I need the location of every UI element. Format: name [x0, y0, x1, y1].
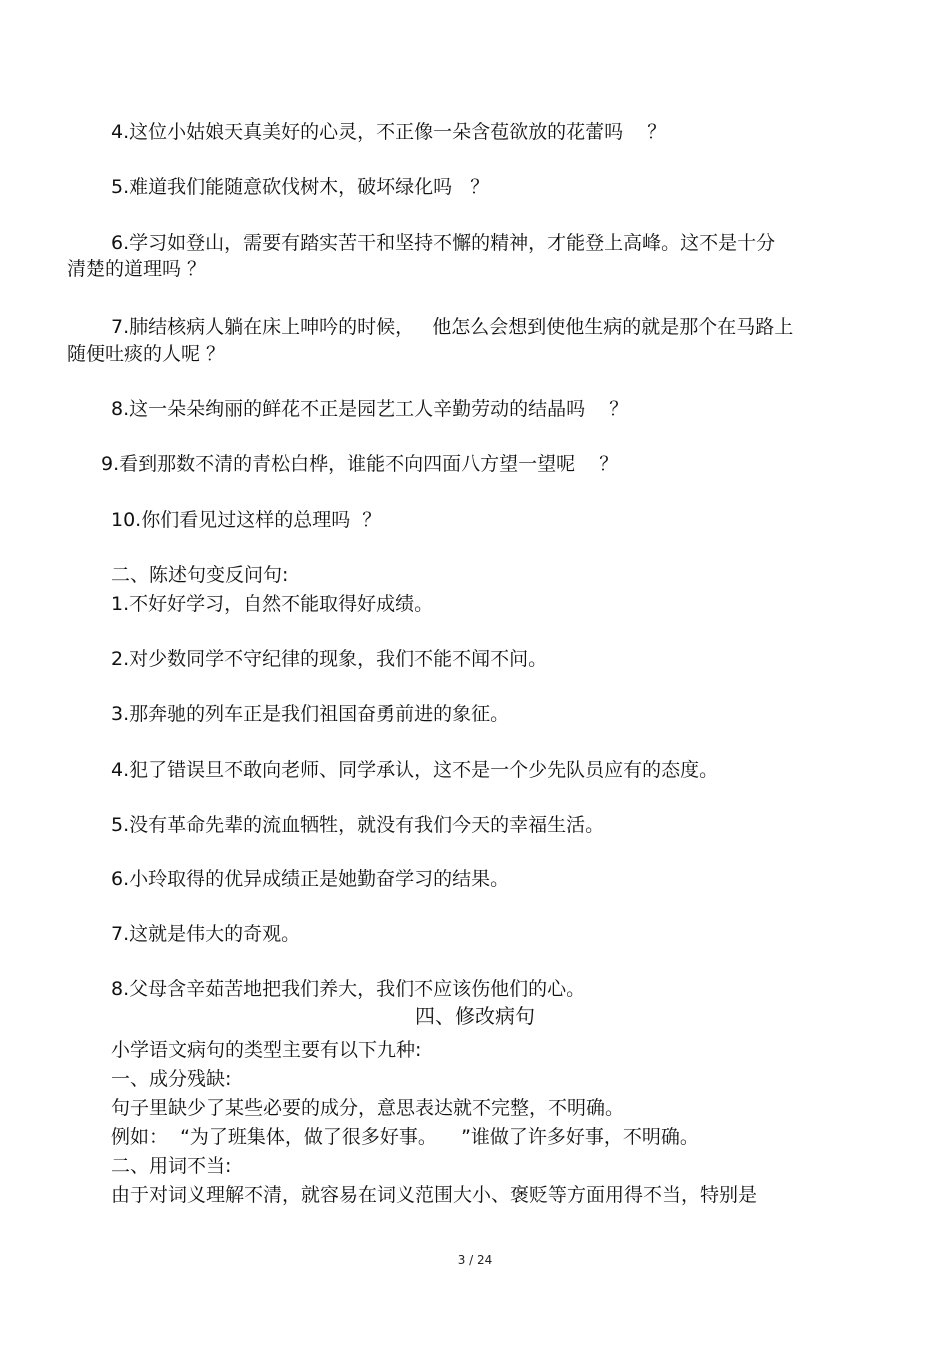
subsection-2-heading: 二、用词不当:	[111, 1155, 232, 1177]
question-8: 8.这一朵朵绚丽的鲜花不正是园艺工人辛勤劳动的结晶吗 ？	[111, 398, 629, 420]
subsection-1-heading: 一、成分残缺:	[111, 1068, 232, 1090]
question-6-line-1: 6.学习如登山，需要有踏实苦干和坚持不懈的精神，才能登上高峰。这不是十分	[111, 232, 776, 254]
subsection-2-text: 由于对词义理解不清，就容易在词义范围大小、褒贬等方面用得不当，特别是	[111, 1184, 758, 1206]
question-4: 4.这位小姑娘天真美好的心灵，不正像一朵含苞欲放的花蕾吗 ？	[111, 121, 667, 143]
section-4-title: 四、修改病句	[415, 1004, 535, 1028]
section-2-item-1: 1.不好好学习，自然不能取得好成绩。	[111, 593, 434, 615]
section-2-item-7: 7.这就是伟大的奇观。	[111, 923, 301, 945]
section-2-item-5: 5.没有革命先辈的流血牺牲，就没有我们今天的幸福生活。	[111, 814, 605, 836]
section-2-heading: 二、陈述句变反问句:	[111, 564, 289, 586]
section-2-item-6: 6.小玲取得的优异成绩正是她勤奋学习的结果。	[111, 868, 510, 890]
subsection-1-text: 句子里缺少了某些必要的成分，意思表达就不完整，不明确。	[111, 1097, 625, 1119]
page-number: 3 / 24	[457, 1253, 493, 1267]
question-10: 10.你们看见过这样的总理吗 ？	[111, 509, 382, 531]
question-7-line-2: 随便吐痰的人呢 ？	[67, 343, 226, 365]
section-2-item-4: 4.犯了错误旦不敢向老师、同学承认，这不是一个少先队员应有的态度。	[111, 759, 719, 781]
subsection-1-example: 例如： “为了班集体，做了很多好事。 ”谁做了许多好事，不明确。	[111, 1126, 699, 1148]
question-5: 5.难道我们能随意砍伐树木，破坏绿化吗 ？	[111, 176, 490, 198]
section-2-item-8: 8.父母含辛茹苦地把我们养大，我们不应该伤他们的心。	[111, 978, 586, 1000]
section-4-intro: 小学语文病句的类型主要有以下九种:	[111, 1039, 422, 1061]
section-2-item-3: 3.那奔驰的列车正是我们祖国奋勇前进的象征。	[111, 703, 510, 725]
question-7-line-1: 7.肺结核病人躺在床上呻吟的时候， 他怎么会想到使他生病的就是那个在马路上	[111, 316, 794, 338]
question-9: 9.看到那数不清的青松白桦，谁能不向四面八方望一望呢 ？	[101, 453, 619, 475]
question-6-line-2: 清楚的道理吗 ？	[67, 258, 207, 280]
section-2-item-2: 2.对少数同学不守纪律的现象，我们不能不闻不问。	[111, 648, 548, 670]
